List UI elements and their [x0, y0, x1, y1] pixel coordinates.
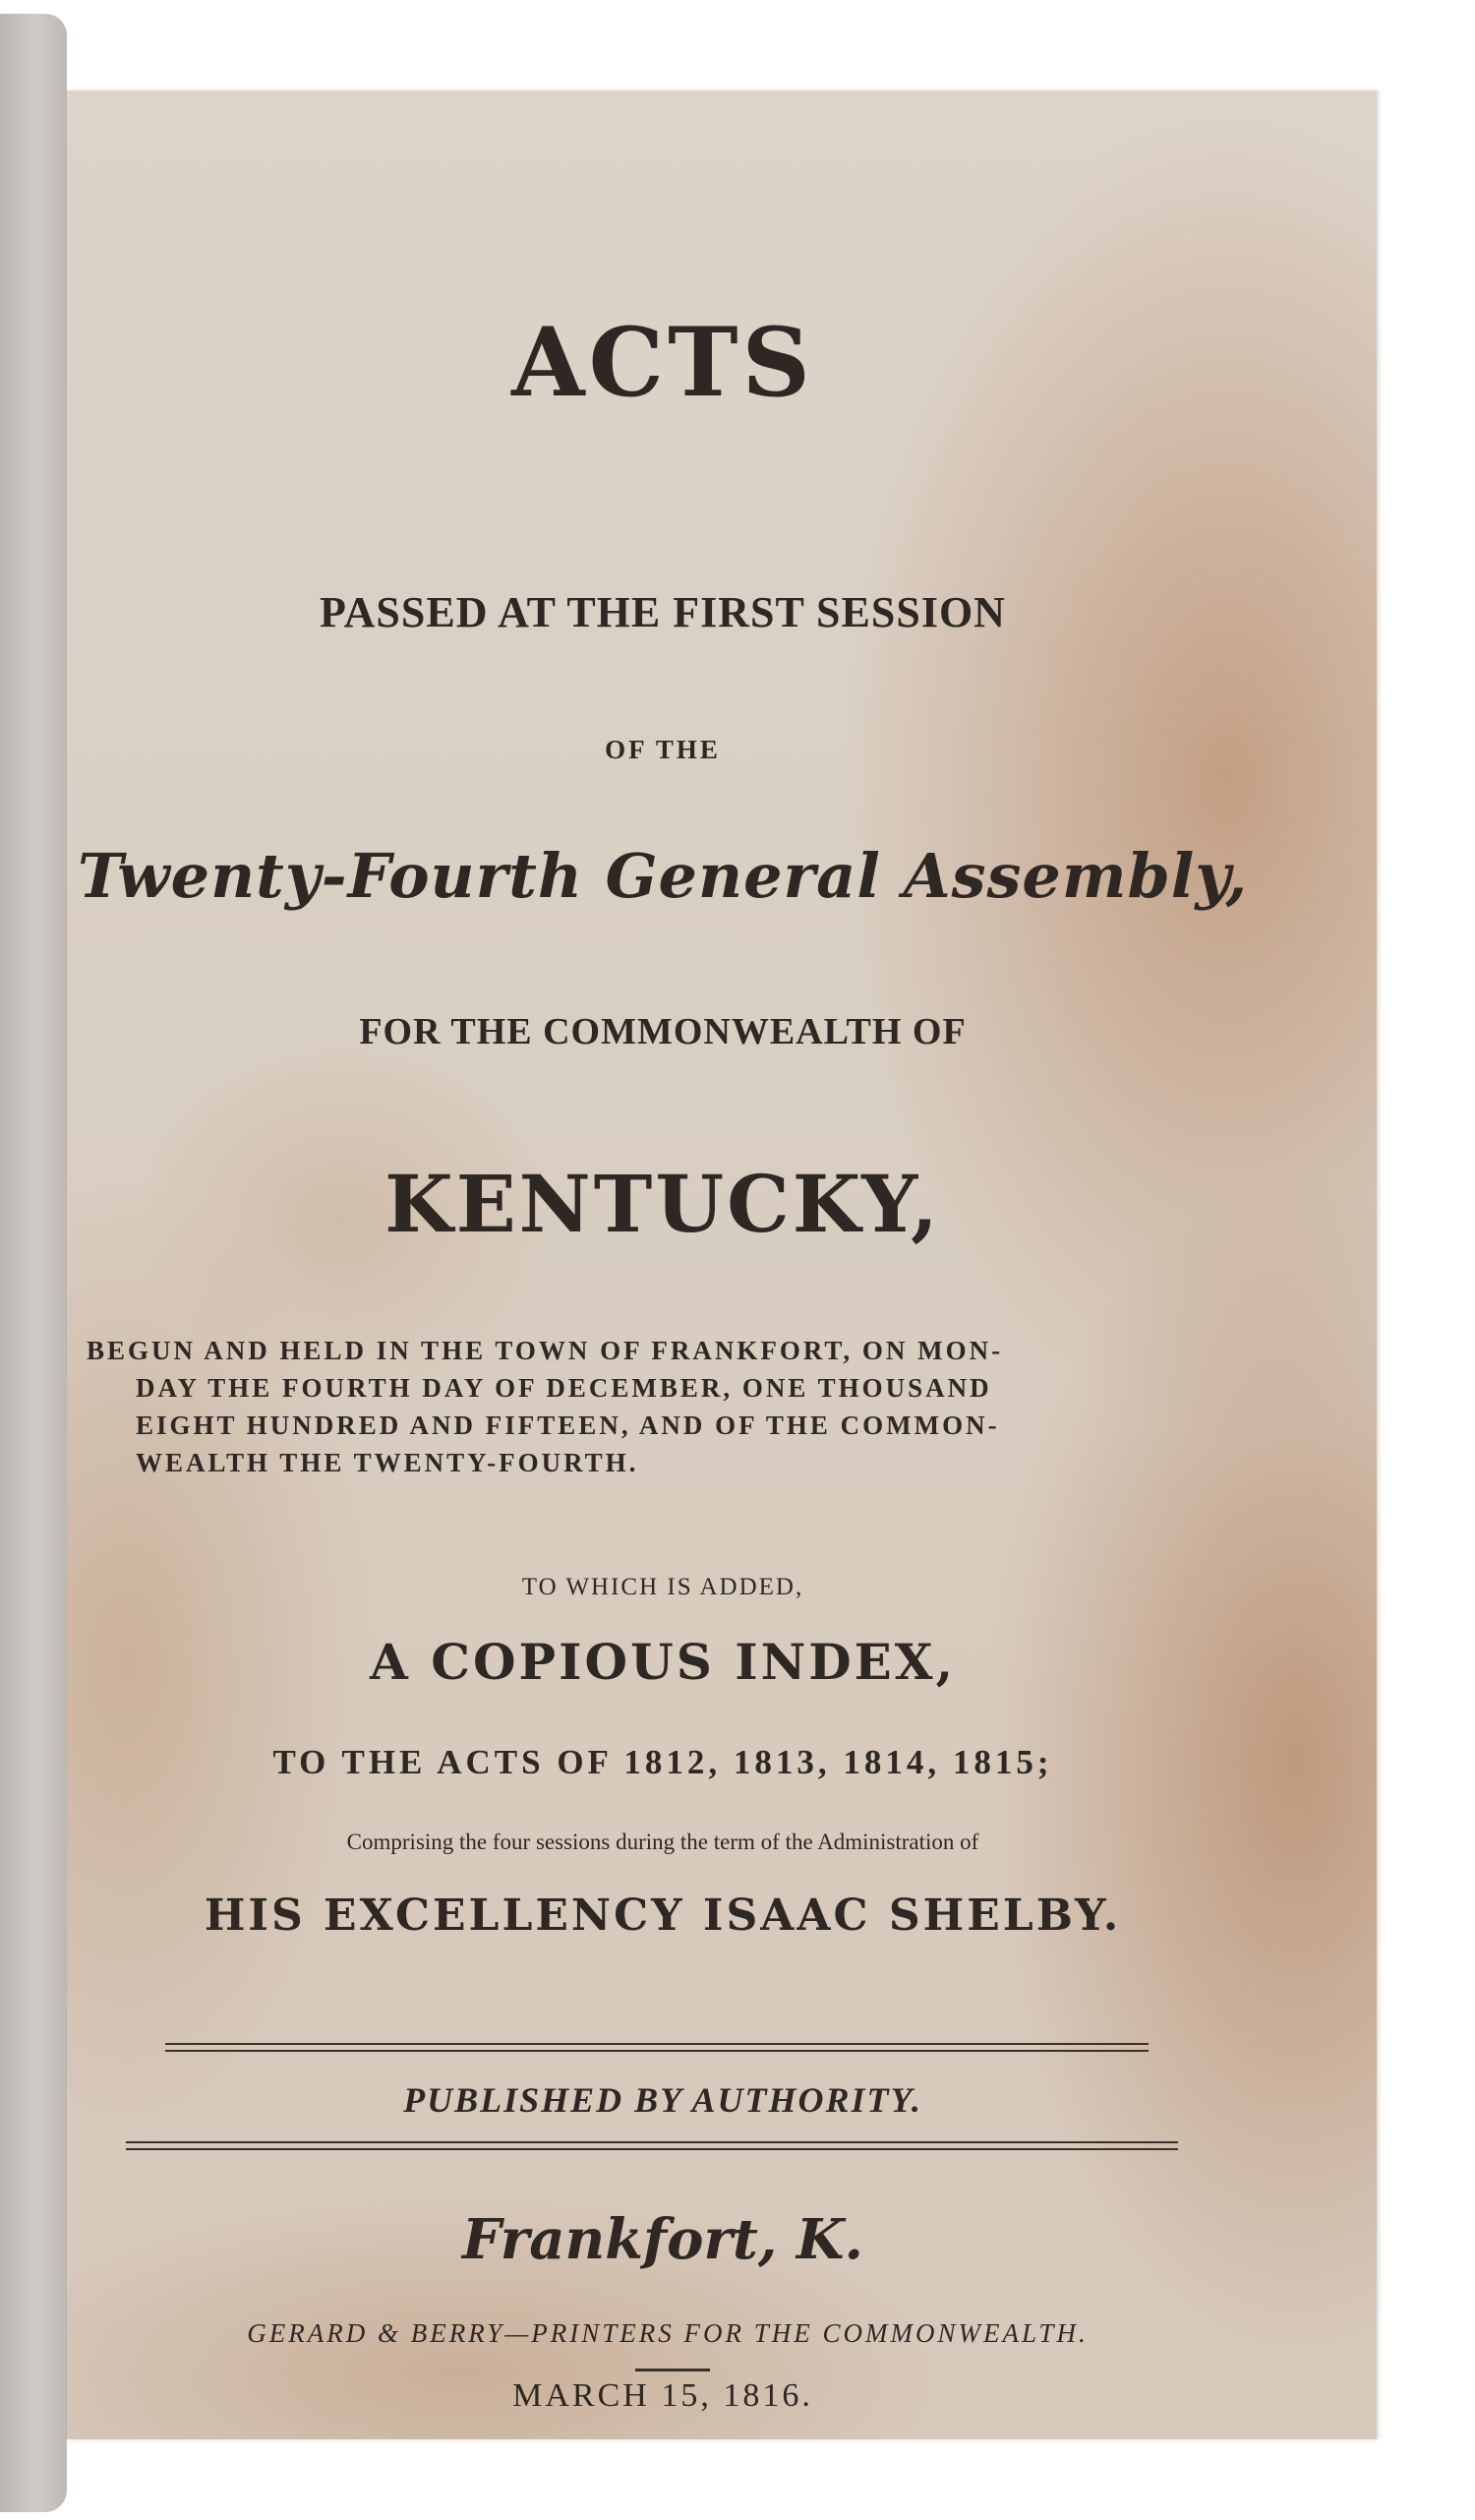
state-name: KENTUCKY,	[384, 1158, 941, 1250]
acts-years: TO THE ACTS OF 1812, 1813, 1814, 1815;	[272, 1743, 1053, 1781]
published-by-authority: PUBLISHED BY AUTHORITY.	[403, 2080, 922, 2120]
to-which-line: TO WHICH IS ADDED,	[521, 1574, 804, 1600]
session-line: EIGHT HUNDRED AND FIFTEEN, AND OF THE COMMON-	[136, 1410, 1000, 1440]
commonwealth-line: FOR THE COMMONWEALTH OF	[359, 1011, 967, 1052]
divider-top	[165, 2043, 1149, 2052]
session-line: BEGUN AND HELD IN THE TOWN OF FRANKFORT, ON MON-	[87, 1336, 1004, 1365]
session-line: WEALTH THE TWENTY-FOURTH.	[136, 1448, 639, 1477]
subtitle: PASSED AT THE FIRST SESSION	[320, 588, 1006, 636]
session-line: DAY THE FOURTH DAY OF DECEMBER, ONE THOUSAND	[136, 1373, 992, 1403]
comprising-line: Comprising the four sessions during the term of the Administration of	[346, 1830, 979, 1854]
governor-name: HIS EXCELLENCY ISAAC SHELBY.	[204, 1890, 1122, 1941]
divider-bottom	[126, 2141, 1178, 2150]
assembly-name: Twenty-Fourth General Assembly,	[77, 840, 1249, 912]
short-divider	[635, 2369, 710, 2371]
title-page	[67, 90, 1377, 2439]
title: ACTS	[511, 307, 814, 418]
printers-line: GERARD & BERRY—PRINTERS FOR THE COMMONWEALTH.	[247, 2318, 1089, 2348]
publication-date: MARCH 15, 1816.	[512, 2377, 813, 2414]
of-the-line: OF THE	[605, 735, 721, 764]
place-of-publication: Frankfort, K.	[461, 2207, 864, 2272]
session-description	[87, 1332, 1208, 1481]
index-title: A COPIOUS INDEX,	[370, 1633, 956, 1691]
